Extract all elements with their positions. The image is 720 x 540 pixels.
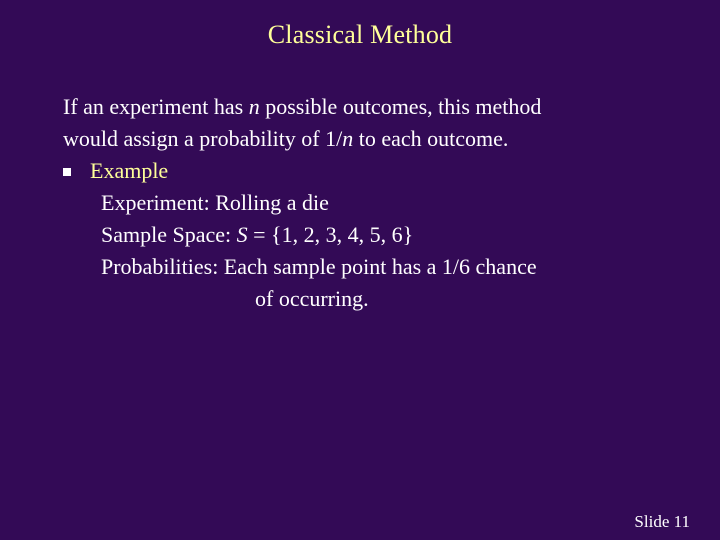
example-label: Example	[90, 158, 169, 183]
slide-number: Slide 11	[634, 512, 690, 531]
sample-space-set: = {1, 2, 3, 4, 5, 6}	[247, 222, 414, 247]
paragraph-line-2	[63, 123, 703, 155]
paragraph-line-2-end: to each outcome.	[353, 126, 509, 151]
paragraph-line-2-start: would assign a probability of 1/	[63, 126, 343, 151]
paragraph-line-1-end: possible outcomes, this method	[259, 94, 542, 119]
variable-s: S	[236, 222, 248, 247]
example-sample-space	[63, 219, 703, 251]
variable-n: n	[342, 126, 354, 151]
slide-title: Classical Method	[267, 20, 453, 49]
paragraph-line-1	[63, 91, 703, 123]
example-probabilities: Probabilities: Each sample point has a 1/6 chance	[101, 254, 537, 279]
paragraph-line-1-start: If an experiment has	[63, 94, 249, 119]
example-experiment: Experiment: Rolling a die	[101, 190, 329, 215]
variable-n: n	[248, 94, 260, 119]
slide-body	[63, 91, 703, 315]
bullet-item-example	[63, 155, 703, 187]
example-probabilities-continued: of occurring.	[255, 286, 369, 311]
square-bullet-icon	[63, 168, 71, 176]
sample-space-label: Sample Space:	[101, 222, 237, 247]
